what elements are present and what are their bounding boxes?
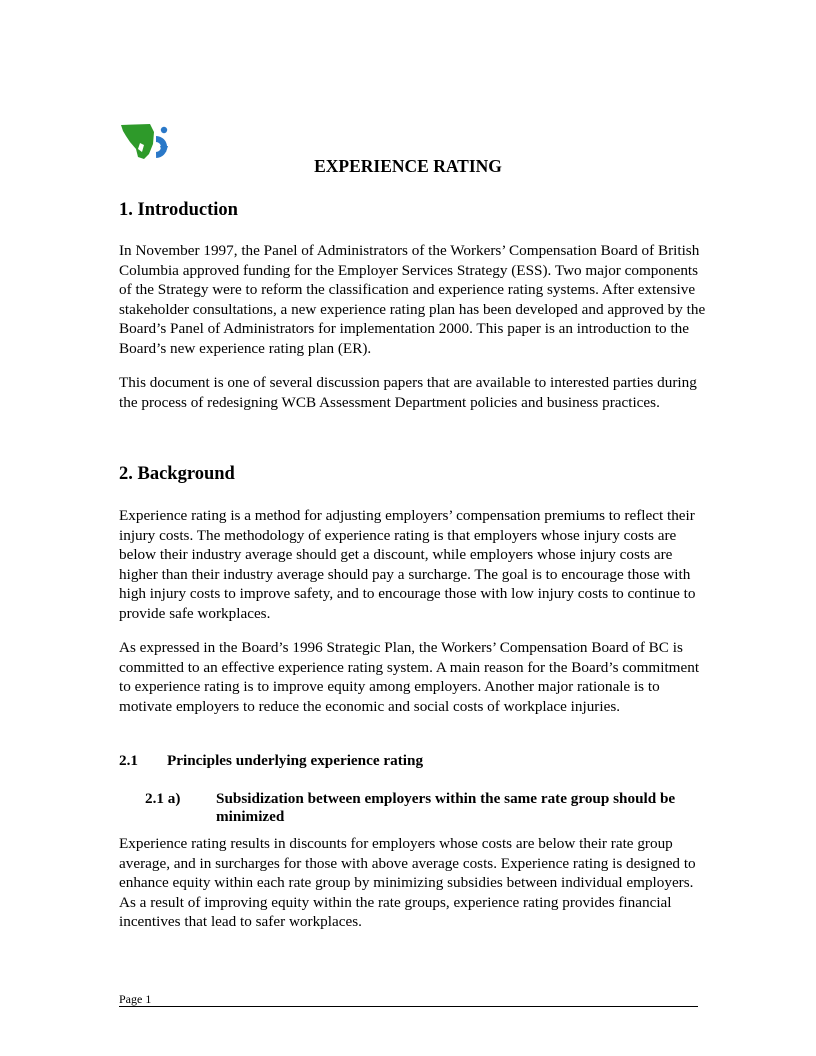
subsection-number: 2.1 — [119, 752, 138, 769]
background-paragraph-2: As expressed in the Board’s 1996 Strategic Plan, the Workers’ Compensation Board of BC is committed to an effective experience rating system. A main reason for the Board’s commitment to experience rating is to improve equity among employers. Another major rationale is to motivate employers to reduce the economic and social costs of workplace injuries. — [119, 639, 700, 715]
subsubsection-number: 2.1 a) — [145, 790, 181, 807]
introduction-paragraph-2: This document is one of several discussion papers that are available to interested parties during the process of redesigning WCB Assessment Department policies and business practices. — [119, 374, 697, 411]
page-number: Page 1 — [119, 992, 152, 1006]
subsection-title: Principles underlying experience rating — [167, 752, 424, 769]
subsection-heading-subsidization — [145, 790, 705, 826]
background-paragraph-1: Experience rating is a method for adjusting employers’ compensation premiums to reflect their injury costs. The methodology of experience rating is that employers whose injury costs are below their industry average should get a discount, while employers whose injury costs are higher than their industry average should pay a surcharge. The goal is to encourage those with high injury costs to improve safety, and to encourage those with low injury costs to continue to provide safe workplaces. — [119, 507, 696, 622]
document-title: EXPERIENCE RATING — [314, 156, 502, 176]
subsidization-paragraph: Experience rating results in discounts for employers whose costs are below their rate group average, and in surcharges for those with above average costs. Experience rating is designed to enhance equity within each rate group by minimizing subsidies between individual employers. As a result of improving equity within the rate groups, experience rating provides financial incentives that lead to safer workplaces. — [119, 835, 696, 930]
subsection-heading-principles — [119, 752, 423, 770]
introduction-paragraph-1: In November 1997, the Panel of Administrators of the Workers’ Compensation Board of British Columbia approved funding for the Employer Services Strategy (ESS). Two major components of the Strategy were to reform the classification and experience rating systems. After extensive stakeholder consultations, a new experience rating plan has been developed and approved by the Board’s Panel of Administrators for implementation 2000. This paper is an introduction to the Board’s new experience rating plan (ER). — [119, 242, 706, 357]
footer-divider — [119, 1006, 698, 1007]
section-heading-background: 2. Background — [119, 464, 235, 484]
subsubsection-title: Subsidization between employers within the same rate group should be minimized — [216, 790, 676, 825]
section-heading-introduction: 1. Introduction — [119, 200, 238, 220]
